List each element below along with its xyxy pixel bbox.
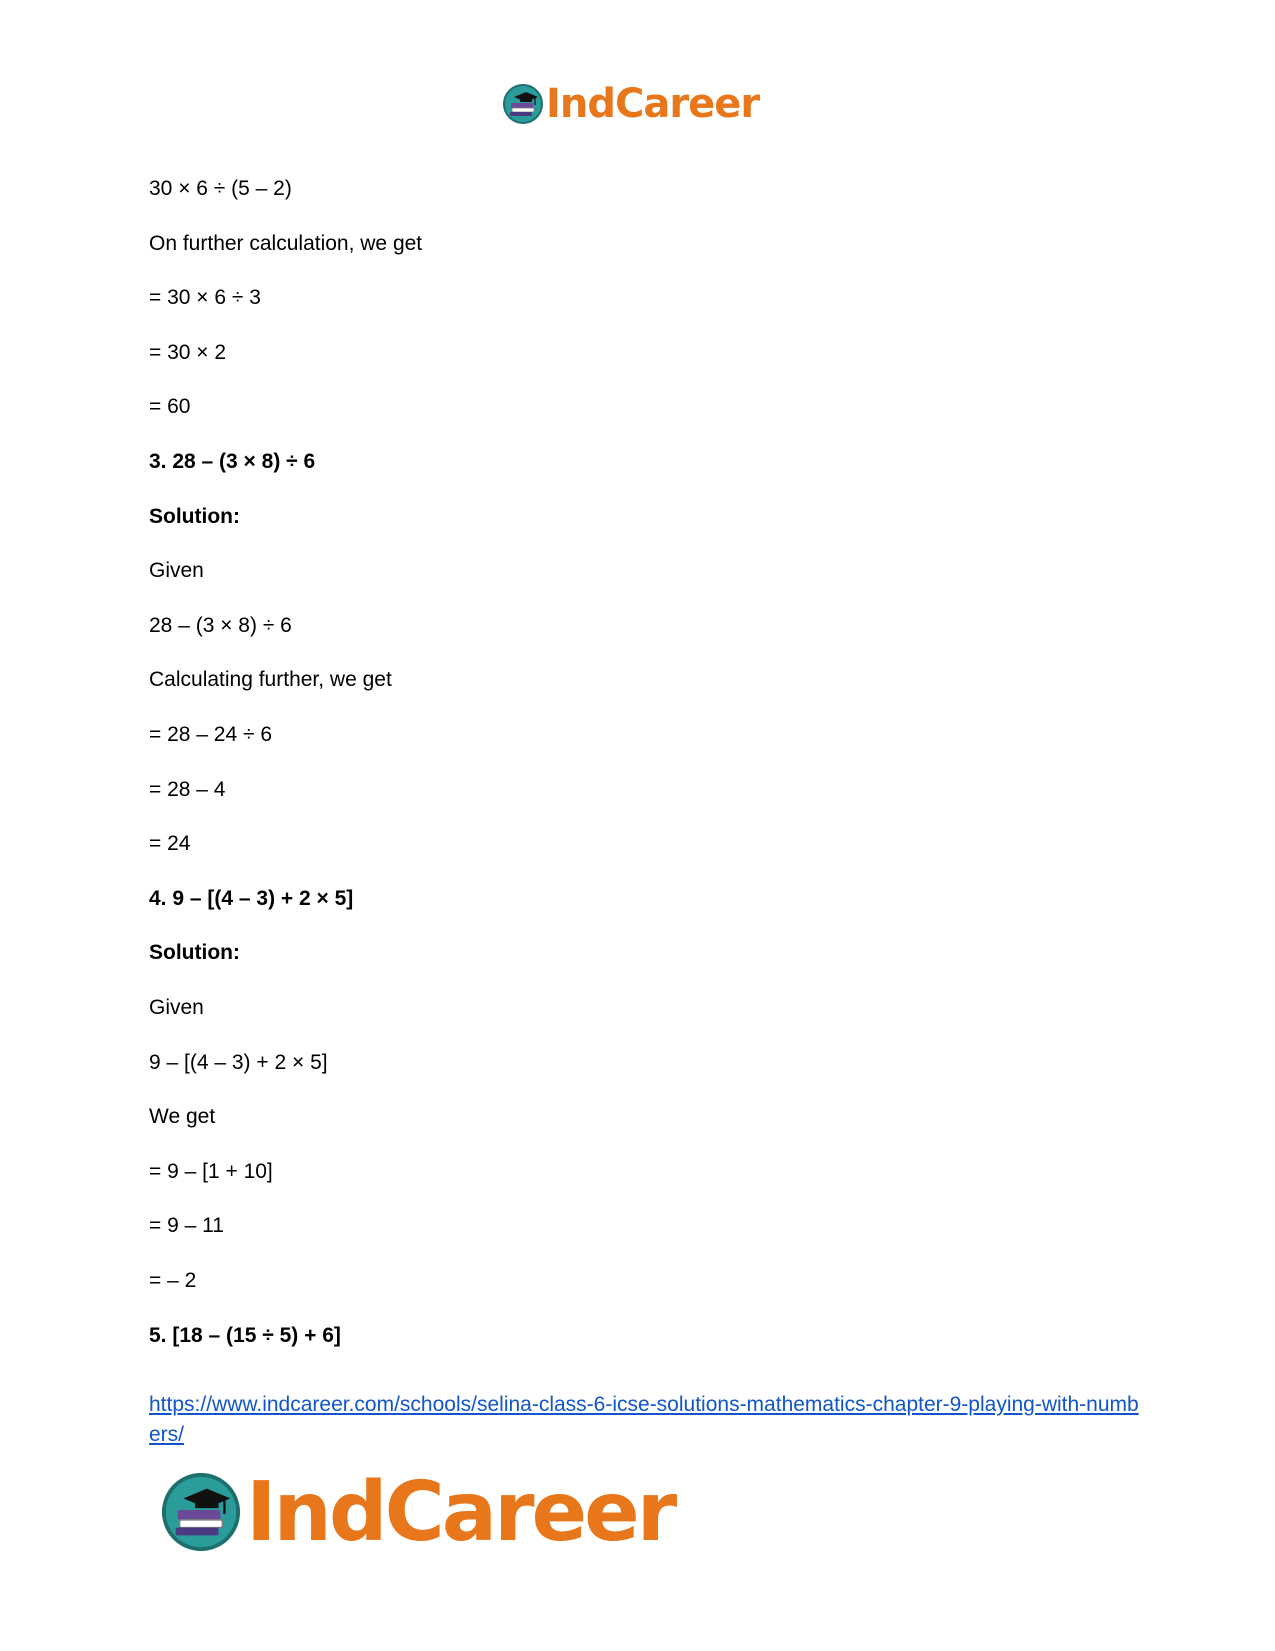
- heading-line: 3. 28 – (3 × 8) ÷ 6: [149, 450, 316, 473]
- heading-line: Solution:: [149, 505, 240, 528]
- source-link[interactable]: https://www.indcareer.com/schools/selina-class-6-icse-solutions-mathematics-chapter-9-playing-with-numbers/: [149, 1393, 1139, 1446]
- text-line: = 30 × 6 ÷ 3: [149, 286, 261, 309]
- text-line: We get: [149, 1105, 216, 1128]
- text-line: On further calculation, we get: [149, 232, 423, 255]
- text-line: = 9 – [1 + 10]: [149, 1160, 273, 1183]
- text-line: = 60: [149, 395, 191, 418]
- book-globe-icon: [502, 83, 544, 125]
- text-line: Calculating further, we get: [149, 668, 392, 691]
- header-logo: [502, 80, 759, 128]
- text-line: = – 2: [149, 1269, 197, 1292]
- text-line: = 28 – 4: [149, 778, 226, 801]
- text-line: = 30 × 2: [149, 341, 227, 364]
- text-line: Given: [149, 996, 204, 1019]
- logo-wordmark: IndCareer: [546, 81, 760, 127]
- book-globe-icon: [160, 1471, 242, 1553]
- text-line: = 9 – 11: [149, 1214, 224, 1237]
- text-line: Given: [149, 559, 204, 582]
- heading-line: 5. [18 – (15 ÷ 5) + 6]: [149, 1324, 341, 1347]
- heading-line: Solution:: [149, 941, 240, 964]
- text-line: 30 × 6 ÷ (5 – 2): [149, 177, 292, 200]
- text-line: 9 – [(4 – 3) + 2 × 5]: [149, 1051, 328, 1074]
- heading-line: 4. 9 – [(4 – 3) + 2 × 5]: [149, 887, 354, 910]
- text-line: 28 – (3 × 8) ÷ 6: [149, 614, 292, 637]
- footer-logo: [160, 1464, 675, 1560]
- text-line: = 28 – 24 ÷ 6: [149, 723, 273, 746]
- text-line: = 24: [149, 832, 191, 855]
- logo-wordmark: IndCareer: [246, 1464, 675, 1560]
